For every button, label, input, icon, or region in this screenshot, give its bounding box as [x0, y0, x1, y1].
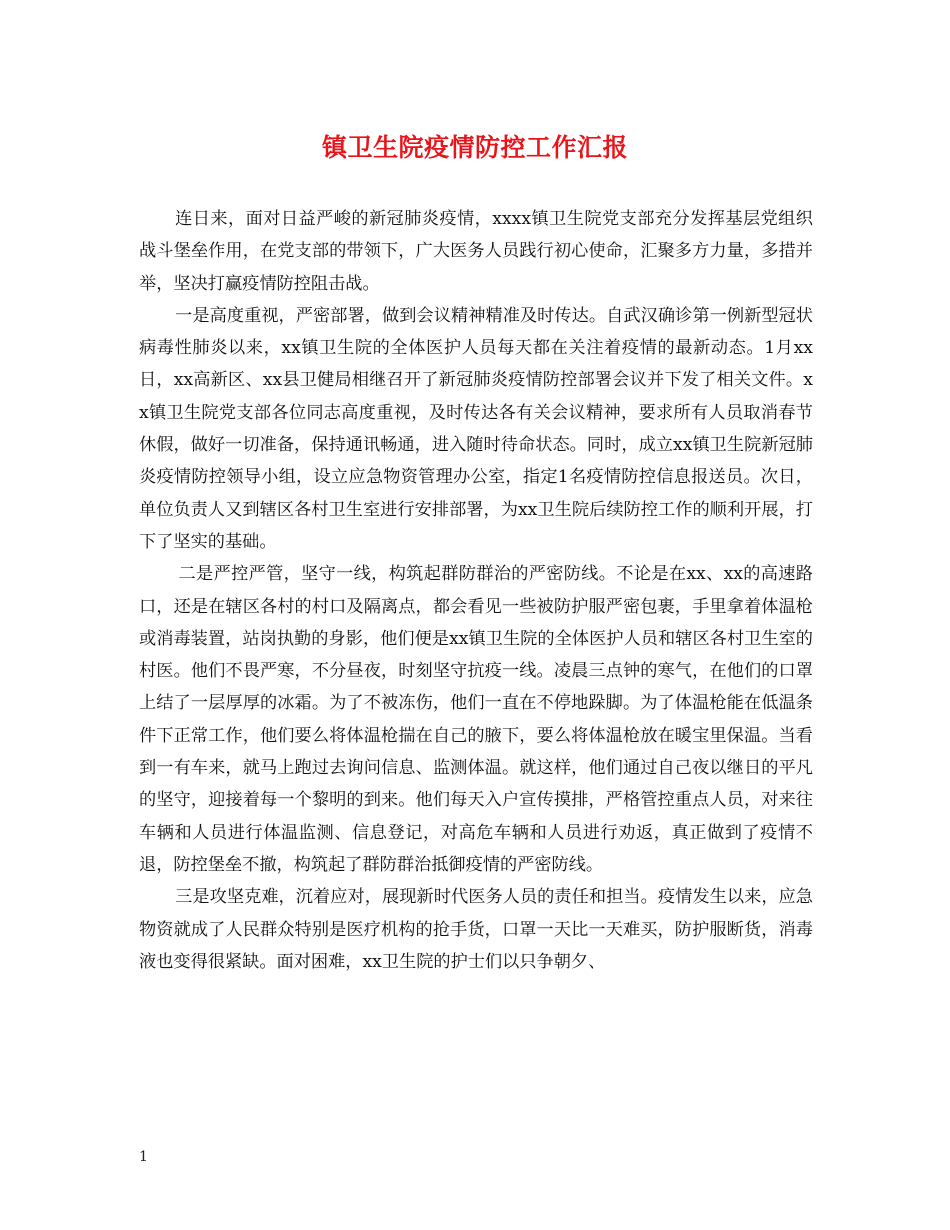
paragraph-intro: 连日来，面对日益严峻的新冠肺炎疫情，xxxx镇卫生院党支部充分发挥基层党组织战斗堡垒作用，在党支部的带领下，广大医务人员践行初心使命，汇聚多方力量，多措并举，坚决打赢疫情防控阻击战。 [139, 209, 813, 294]
document-title: 镇卫生院疫情防控工作汇报 [321, 133, 628, 162]
paragraph-point-three: 三是攻坚克难，沉着应对，展现新时代医务人员的责任和担当。疫情发生以来，应急物资就成了人民群众特别是医疗机构的抢手货，口罩一天比一天难买，防护服断货，消毒液也变得很紧缺。面对困难，xx卫生院的护士们以只争朝夕、 [139, 887, 813, 972]
paragraph-point-one: 一是高度重视，严密部署，做到会议精神精准及时传达。自武汉确诊第一例新型冠状病毒性肺炎以来，xx镇卫生院的全体医护人员每天都在关注着疫情的最新动态。1月xx日，xx高新区、xx县卫健局相继召开了新冠肺炎疫情防控部署会议并下发了相关文件。xx镇卫生院党支部各位同志高度重视，及时传达各有关会议精神，要求所有人员取消春节休假，做好一切准备，保持通讯畅通，进入随时待命状态。同时，成立xx镇卫生院新冠肺炎疫情防控领导小组，设立应急物资管理办公室，指定1名疫情防控信息报送员。次日，单位负责人又到辖区各村卫生室进行安排部署，为xx卫生院后续防控工作的顺利开展，打下了坚实的基础。 [139, 305, 813, 552]
paragraph-point-two: 二是严控严管，坚守一线，构筑起群防群治的严密防线。不论是在xx、xx的高速路口，还是在辖区各村的村口及隔离点，都会看见一些被防护服严密包裹，手里拿着体温枪或消毒装置，站岗执勤的身影，他们便是xx镇卫生院的全体医护人员和辖区各村卫生室的村医。他们不畏严寒，不分昼夜，时刻坚守抗疫一线。凌晨三点钟的寒气，在他们的口罩上结了一层厚厚的冰霜。为了不被冻伤，他们一直在不停地跺脚。为了体温枪能在低温条件下正常工作，他们要么将体温枪揣在自己的腋下，要么将体温枪放在暖宝里保温。当看到一有车来，就马上跑过去询问信息、监测体温。就这样，他们通过自己夜以继日的平凡的坚守，迎接着每一个黎明的到来。他们每天入户宣传摸排，严格管控重点人员，对来往车辆和人员进行体温监测、信息登记，对高危车辆和人员进行劝返，真正做到了疫情不退，防控堡垒不撤，构筑起了群防群治抵御疫情的严密防线。 [139, 564, 813, 875]
document-body [139, 203, 813, 978]
page-number: 1 [139, 1149, 148, 1165]
